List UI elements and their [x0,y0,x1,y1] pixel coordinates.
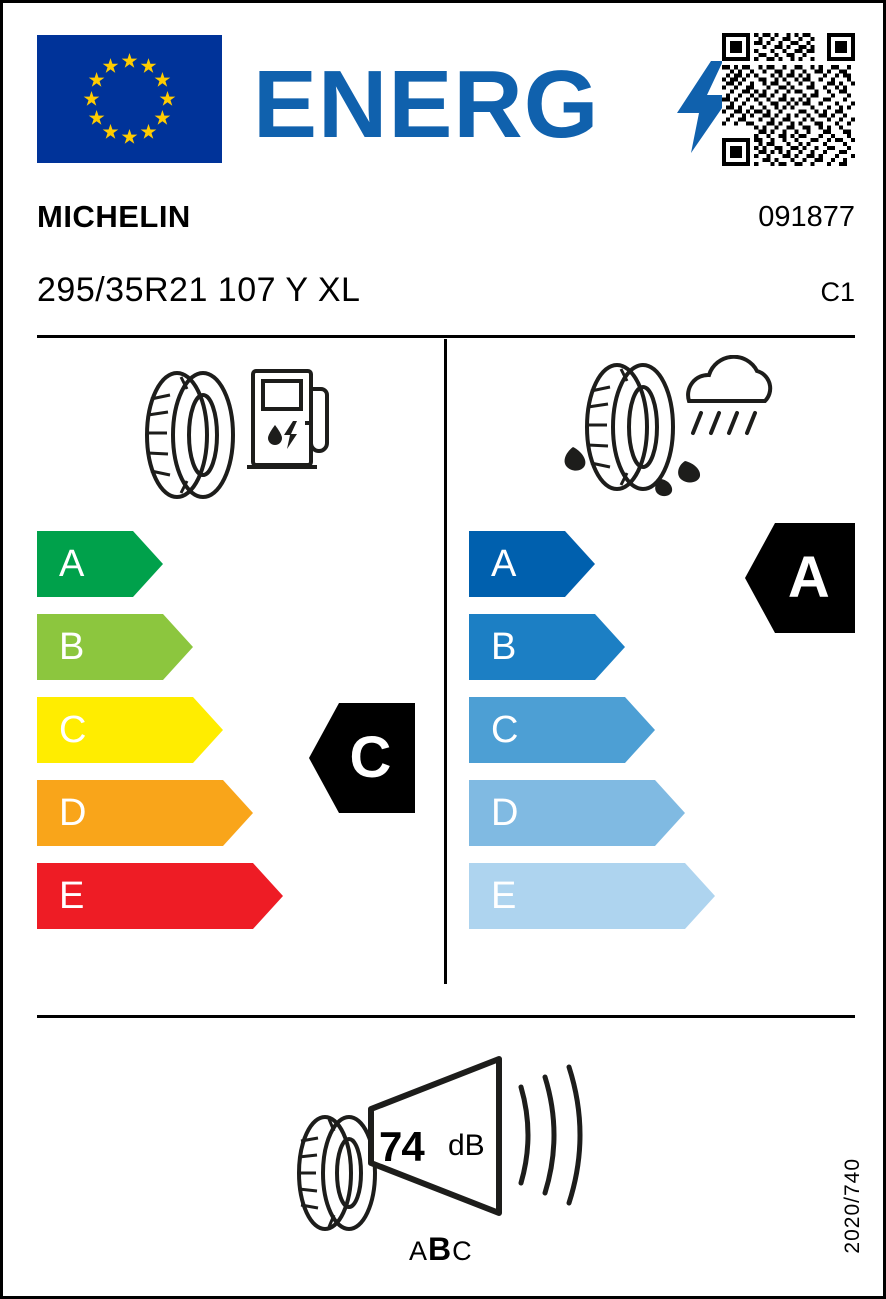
manufacturer-name: MICHELIN [37,199,191,234]
wet-grip-result-badge [745,523,855,633]
fuel-grade-e-label: E [59,875,85,917]
wet-grade-e [469,863,518,929]
divider-middle-vertical [444,339,447,984]
tire-fuel-pump-icon [125,355,335,515]
tire-rain-cloud-icon [543,355,793,515]
wet-grade-b-label: B [491,626,517,668]
fuel-grade-e [37,863,86,929]
wet-grade-e-label: E [491,875,517,917]
fuel-grade-a-label: A [59,543,85,585]
arrow-shape [37,531,163,597]
wet-grade-c [469,697,518,763]
noise-class-scale [409,1231,473,1268]
fuel-grade-c-label: C [59,709,87,751]
fuel-grade-c [37,697,86,763]
wet-grade-c-label: C [491,709,519,751]
wet-grade-a [469,531,518,597]
label-header [37,33,855,173]
wet-grade-d-label: D [491,792,519,834]
wet-grade-b [469,614,518,680]
fuel-grade-b-label: B [59,626,85,668]
wet-grip-scale [469,531,518,946]
fuel-efficiency-result-letter: C [349,725,392,790]
tire-size-row [37,271,855,323]
noise-unit: dB [448,1129,485,1162]
brand-row [37,199,855,251]
fuel-grade-a [37,531,86,597]
model-code: 091877 [758,201,855,233]
noise-value: 74 [379,1123,424,1170]
noise-class-b-current: B [428,1231,453,1267]
fuel-grade-d-label: D [59,792,87,834]
noise-class-a: A [409,1236,429,1266]
tire-size: 295/35R21 107 Y XL [37,271,361,309]
tire-class: C1 [820,277,855,307]
energy-wordmark: ENERG [253,51,600,158]
fuel-efficiency-result-badge [309,703,415,813]
fuel-grade-d [37,780,86,846]
fuel-efficiency-scale [37,531,86,946]
noise-section [283,1043,613,1267]
eu-flag-icon [37,35,222,163]
wet-grade-d [469,780,518,846]
divider-top [37,335,855,338]
fuel-grade-b [37,614,86,680]
divider-bottom [37,1015,855,1018]
wet-grip-result-letter: A [787,545,830,610]
arrow-shape [469,531,595,597]
wet-grade-a-label: A [491,543,517,585]
qr-code-icon [722,33,855,166]
noise-class-c: C [452,1236,473,1266]
regulation-reference: 2020/740 [841,1158,864,1254]
